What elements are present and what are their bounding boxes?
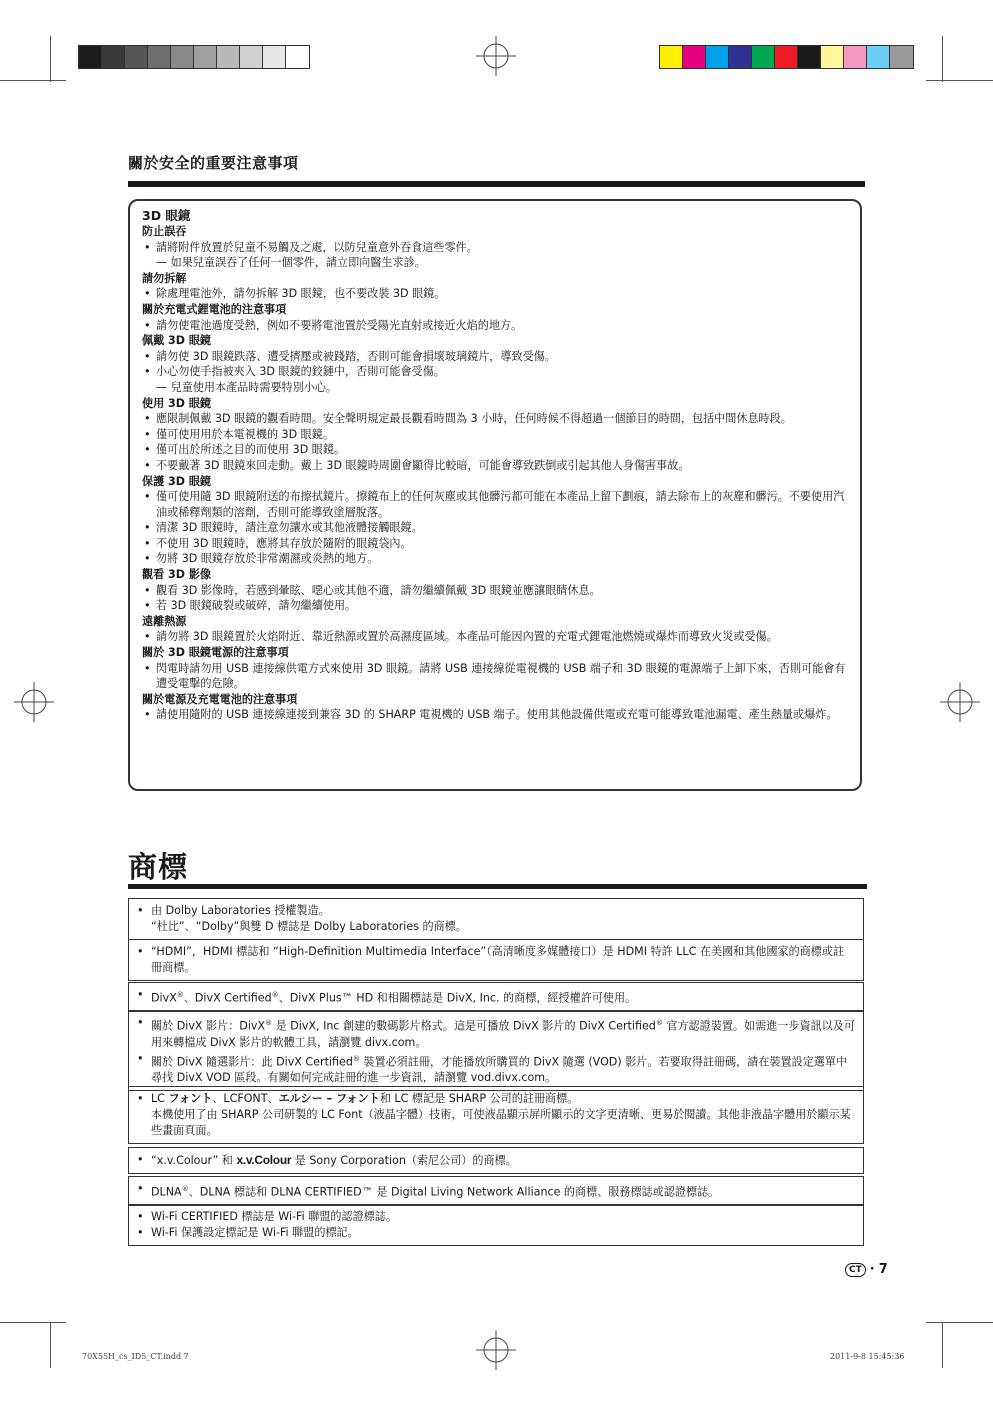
bullet-item: • 勿將 3D 眼鏡存放於非常潮濕或炎熱的地方。 <box>142 551 846 567</box>
trademark-box-divx <box>128 982 864 1012</box>
language-badge: CT <box>845 1263 866 1277</box>
color-swatch <box>798 46 821 68</box>
page-title: 關於安全的重要注意事項 <box>128 154 299 172</box>
note-item: — 兒童使用本產品時需要特別小心。 <box>156 380 338 394</box>
bullet-item: • 若 3D 眼鏡破裂或破碎，請勿繼續使用。 <box>142 598 846 614</box>
panel-subheading: 防止誤吞 <box>142 225 187 238</box>
list-item: • 關於 DivX 影片：DivX® 是 DivX, Inc 創建的數碼影片格式。這是可播放 DivX 影片的 DivX Certified® 官方認證裝置。如需進一步資訊以及可用來轉檔成 DivX 影片的軟體工具，請瀏覽 divx.com。 <box>137 1015 855 1051</box>
bullet-item: • 不要戴著 3D 眼鏡來回走動。戴上 3D 眼鏡時周圍會顯得比較暗，可能會導致跌倒或引起其他人身傷害事故。 <box>142 458 846 474</box>
gray-swatch <box>79 46 102 68</box>
list-item: • Wi-Fi CERTIFIED 標誌是 Wi-Fi 聯盟的認證標誌。 <box>137 1209 855 1225</box>
gray-swatch <box>171 46 194 68</box>
color-swatch <box>683 46 706 68</box>
gray-swatch <box>148 46 171 68</box>
crop-mark <box>0 80 66 81</box>
registration-mark-icon <box>940 682 980 722</box>
crop-mark <box>50 1322 51 1368</box>
bullet-item: • 不使用 3D 眼鏡時，應將其存放於隨附的眼鏡袋內。 <box>142 536 846 552</box>
footer-filename: 70X55H_cs_ID5_CT.indd 7 <box>82 1352 189 1361</box>
crop-mark <box>926 1322 993 1323</box>
trademark-box-lcfont <box>128 1086 864 1144</box>
bullet-item: • 觀看 3D 影像時，若感到暈眩、噁心或其他不適，請勿繼續佩戴 3D 眼鏡並應讓眼睛休息。 <box>142 583 846 599</box>
color-swatch <box>890 46 913 68</box>
page-number <box>845 1262 888 1277</box>
color-swatch <box>729 46 752 68</box>
bullet-item: • 小心勿使手指被夾入 3D 眼鏡的鉸鏈中，否則可能會受傷。 <box>142 364 846 380</box>
bullet-item: • 僅可出於所述之目的而使用 3D 眼鏡。 <box>142 442 846 458</box>
color-swatch <box>867 46 890 68</box>
bullet-item: • 閃電時請勿用 USB 連接線供電方式來使用 3D 眼鏡。請將 USB 連接線從電視機的 USB 端子和 3D 眼鏡的電源端子上卸下來，否則可能會有遭受電擊的危險。 <box>142 661 846 692</box>
gray-swatch <box>217 46 240 68</box>
list-item: • “x.v.Colour” 和 x.v.Colour 是 Sony Corporation（索尼公司）的商標。 <box>137 1152 855 1169</box>
panel-subheading: 遠離熱源 <box>142 614 187 628</box>
trademark-box-wifi <box>128 1204 864 1246</box>
bullet-item: • 請勿使電池過度受熱，例如不要將電池置於受陽光直射或接近火焰的地方。 <box>142 318 846 334</box>
trademark-box-xvcolour <box>128 1147 864 1174</box>
panel-subheading: 請勿拆解 <box>142 271 187 285</box>
title-rule <box>128 884 867 889</box>
color-bar <box>659 45 914 69</box>
crop-mark <box>0 1322 66 1323</box>
title-rule <box>128 181 865 187</box>
list-item: • 由 Dolby Laboratories 授權製造。 <box>137 903 855 919</box>
crop-mark <box>50 36 51 82</box>
crop-mark <box>926 80 993 81</box>
gray-swatch <box>286 46 309 68</box>
color-swatch <box>706 46 729 68</box>
grayscale-bar <box>78 45 310 69</box>
trademark-box-dlna <box>128 1176 864 1206</box>
trademark-box-divx-info <box>128 1010 864 1091</box>
panel-subheading: 關於充電式鋰電池的注意事項 <box>142 302 287 316</box>
note-item: — 如果兒童誤吞了任何一個零件，請立即向醫生求診。 <box>156 256 426 270</box>
color-swatch <box>660 46 683 68</box>
bullet-item: • 除處理電池外，請勿拆解 3D 眼鏡，也不要改裝 3D 眼鏡。 <box>142 286 846 302</box>
registration-mark-icon <box>476 1330 516 1370</box>
trademark-box-dolby <box>128 898 864 940</box>
bullet-item: • 請使用隨附的 USB 連接線連接到兼容 3D 的 SHARP 電視機的 USB 端子。使用其他設備供電或充電可能導致電池漏電、產生熱量或爆炸。 <box>142 707 846 723</box>
page-separator: · <box>869 1262 875 1277</box>
color-swatch <box>752 46 775 68</box>
color-swatch <box>775 46 798 68</box>
bullet-item: • 僅可使用隨 3D 眼鏡附送的布擦拭鏡片。擦鏡布上的任何灰塵或其他髒污都可能在本產品上留下劃痕，請去除布上的灰塵和髒污。不要使用汽油或稀釋劑類的溶劑，否則可能導致塗層脫落。 <box>142 489 846 520</box>
list-item-cont: “杜比”、“Dolby”與雙 D 標誌是 Dolby Laboratories 的商標。 <box>151 920 467 933</box>
gray-swatch <box>125 46 148 68</box>
list-item: • LC フォント、LCFONT、エルシー – フォント和 LC 標記是 SHARP 公司的註冊商標。 <box>137 1091 855 1107</box>
bullet-item: • 應限制佩戴 3D 眼鏡的觀看時間。安全聲明規定最長觀看時間為 3 小時，任何時候不得超過一個節目的時間，包括中間休息時段。 <box>142 411 846 427</box>
gray-swatch <box>194 46 217 68</box>
bullet-item: • 僅可使用用於本電視機的 3D 眼鏡。 <box>142 427 846 443</box>
xvcolour-logo: x.v.Colour <box>236 1153 292 1167</box>
trademark-box-hdmi <box>128 939 864 981</box>
crop-mark <box>942 36 943 82</box>
panel-body <box>142 224 846 723</box>
crop-mark <box>942 1322 943 1368</box>
registration-mark-icon <box>14 682 54 722</box>
panel-subheading: 觀看 3D 影像 <box>142 568 212 582</box>
panel-title: 3D 眼鏡 <box>142 208 191 223</box>
bullet-item: • 請勿使 3D 眼鏡跌落、遭受擠壓或被踐踏，否則可能會損壞玻璃鏡片，導致受傷。 <box>142 349 846 365</box>
gray-swatch <box>263 46 286 68</box>
list-item: • DivX®、DivX Certified®、DivX Plus™ HD 和相關標誌是 DivX, Inc. 的商標，經授權許可使用。 <box>137 987 855 1007</box>
panel-subheading: 保護 3D 眼鏡 <box>142 474 212 488</box>
list-item: • “HDMI”，HDMI 標誌和 “High-Definition Multimedia Interface”（高清晰度多媒體接口）是 HDMI 特許 LLC 在美國和其他國家的商標或註冊商標。 <box>137 944 855 976</box>
panel-subheading: 關於 3D 眼鏡電源的注意事項 <box>142 646 289 660</box>
glasses-safety-panel <box>128 199 862 791</box>
bullet-item: • 請勿將 3D 眼鏡置於火焰附近、靠近熱源或置於高濕度區域。本產品可能因內置的充電式鋰電池燃燒或爆炸而導致火災或受傷。 <box>142 629 846 645</box>
gray-swatch <box>102 46 125 68</box>
bullet-item: • 請將附件放置於兒童不易觸及之處，以防兒童意外吞食這些零件。 <box>142 240 846 256</box>
list-item-cont: 本機使用了由 SHARP 公司研製的 LC Font（液晶字體）技術，可使液晶顯示屏所顯示的文字更清晰、更易於閱讀。其他非液晶字體用於顯示某些畫面頁面。 <box>151 1108 851 1137</box>
list-item: • DLNA®、DLNA 標誌和 DLNA CERTIFIED™ 是 Digital Living Network Alliance 的商標、服務標誌或認證標誌。 <box>137 1181 855 1201</box>
bullet-item: • 清潔 3D 眼鏡時，請注意勿讓水或其他液體接觸眼鏡。 <box>142 520 846 536</box>
list-item: • 關於 DivX 隨選影片：此 DivX Certified® 裝置必須註冊，才能播放所購買的 DivX 隨選 (VOD) 影片。若要取得註冊碼，請在裝置設定選單中尋找 DivX VOD 區段。有關如何完成註冊的進一步資訊，請瀏覽 vod.divx.com。 <box>137 1051 855 1087</box>
list-item: • Wi-Fi 保護設定標記是 Wi-Fi 聯盟的標記。 <box>137 1225 855 1241</box>
color-swatch <box>821 46 844 68</box>
gray-swatch <box>240 46 263 68</box>
color-swatch <box>844 46 867 68</box>
trademarks-title: 商標 <box>128 850 189 884</box>
panel-subheading: 使用 3D 眼鏡 <box>142 396 212 410</box>
panel-subheading: 關於電源及充電電池的注意事項 <box>142 692 298 706</box>
panel-subheading: 佩戴 3D 眼鏡 <box>142 334 212 348</box>
footer-timestamp: 2011-9-8 15:45:36 <box>830 1352 905 1361</box>
page-number-value: 7 <box>878 1262 888 1277</box>
registration-mark-icon <box>476 36 516 76</box>
